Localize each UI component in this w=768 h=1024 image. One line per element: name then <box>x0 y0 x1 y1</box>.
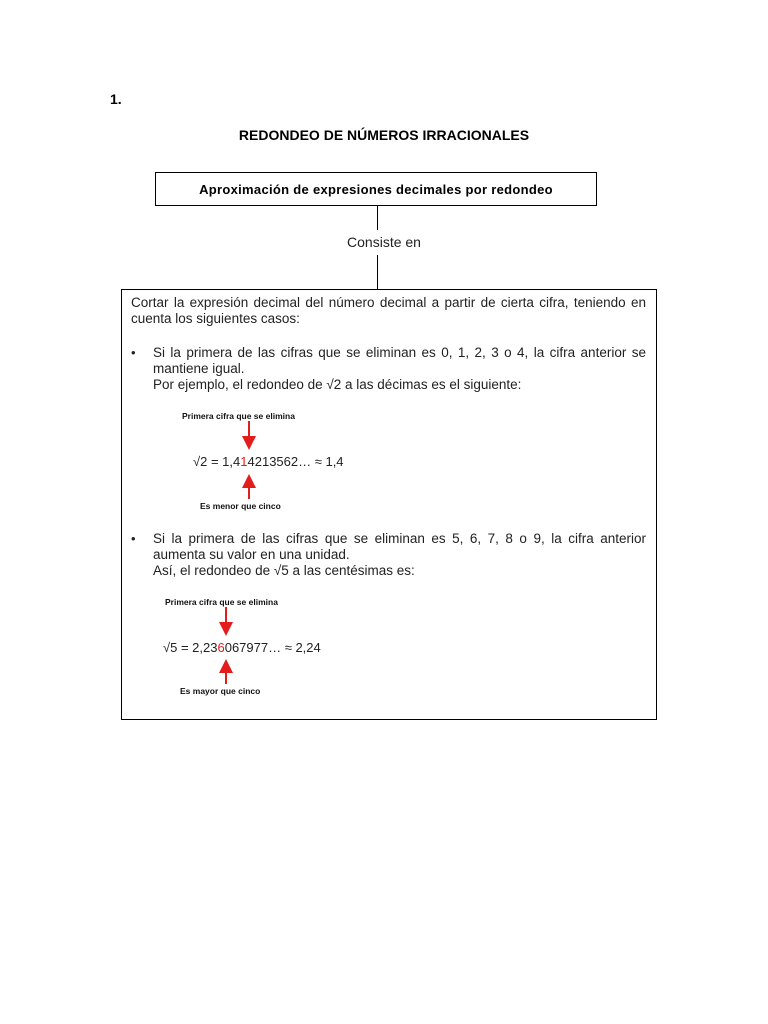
case1-formula <box>193 454 344 469</box>
case2-formula <box>163 640 321 655</box>
intro-text: Cortar la expresión decimal del número decimal a partir de cierta cifra, teniendo en cuenta los siguientes casos: <box>131 295 646 326</box>
case2-formula-before: √5 = 2,23 <box>163 640 218 655</box>
case2-example: Así, el redondeo de √5 a las centésimas es: <box>153 563 415 578</box>
case1-bottom-label: Es menor que cinco <box>200 501 281 511</box>
item-number: 1. <box>110 91 122 107</box>
concept-box-text: Aproximación de expresiones decimales por redondeo <box>199 181 553 197</box>
case1-text: Si la primera de las cifras que se eliminan es 0, 1, 2, 3 o 4, la cifra anterior se mantiene igual. <box>153 345 646 376</box>
bullet-1: • <box>131 345 136 360</box>
case2-formula-after: 067977… ≈ 2,24 <box>224 640 321 655</box>
case1-formula-after: 4213562… ≈ 1,4 <box>247 454 344 469</box>
case2-down-arrow-icon <box>219 622 233 636</box>
case2-bottom-label: Es mayor que cinco <box>180 686 261 696</box>
concept-box <box>155 172 597 206</box>
case1-example: Por ejemplo, el redondeo de √2 a las décimas es el siguiente: <box>153 377 522 392</box>
case1-down-arrow-icon <box>242 436 256 450</box>
case1-formula-highlight: 1 <box>240 454 248 469</box>
case2-up-arrow-icon <box>219 659 233 673</box>
case1-down-arrow-shaft <box>248 421 250 437</box>
case1-up-arrow-shaft <box>248 487 250 499</box>
case1-top-label: Primera cifra que se elimina <box>182 411 295 421</box>
case1-up-arrow-icon <box>242 474 256 488</box>
case1-formula-before: √2 = 1,4 <box>193 454 241 469</box>
connector-line-bottom <box>377 255 378 289</box>
case2-text: Si la primera de las cifras que se eliminan es 5, 6, 7, 8 o 9, la cifra anterior aumenta su valor en una unidad. <box>153 531 646 562</box>
case2-top-label: Primera cifra que se elimina <box>165 597 278 607</box>
connector-line-top <box>377 206 378 230</box>
bullet-2: • <box>131 531 136 546</box>
case2-formula-highlight: 6 <box>217 640 225 655</box>
case2-up-arrow-shaft <box>225 672 227 684</box>
page-title: REDONDEO DE NÚMEROS IRRACIONALES <box>238 127 530 143</box>
connector-label: Consiste en <box>347 234 421 250</box>
